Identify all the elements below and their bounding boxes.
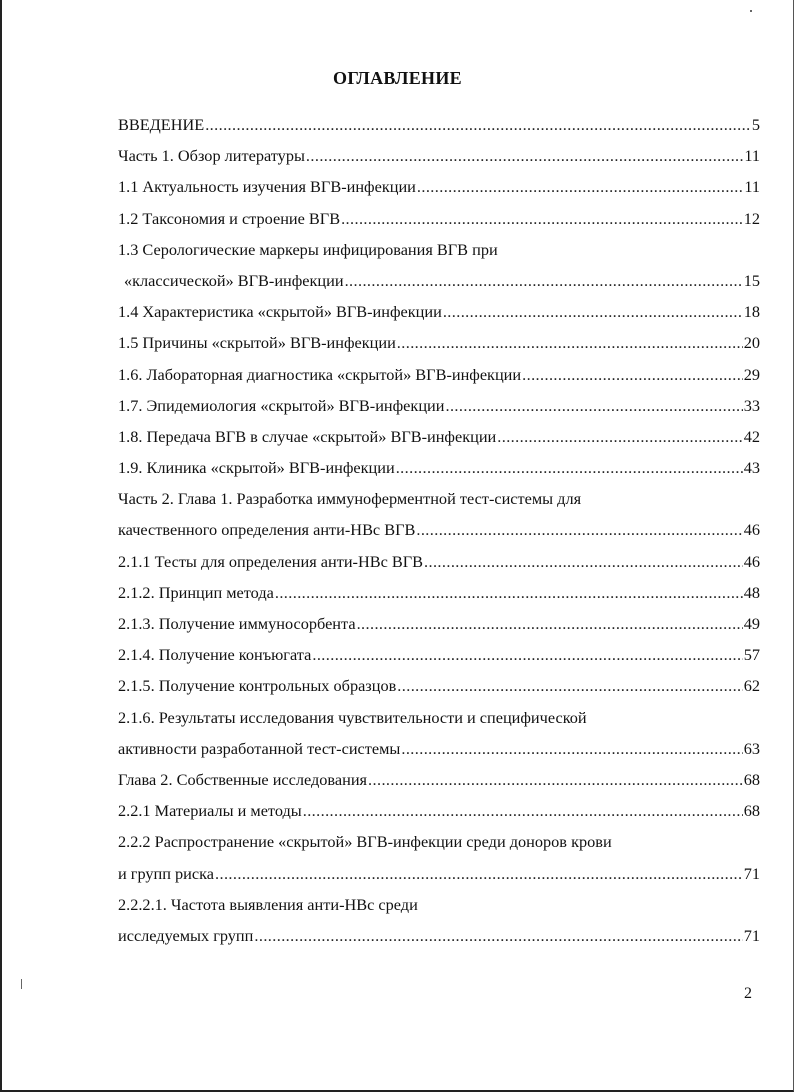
toc-entry-text: 1.3 Серологические маркеры инфицирования ВГВ при [118,239,498,259]
toc-entry [118,546,760,577]
toc-entry [118,733,760,764]
table-of-contents [118,109,760,951]
toc-entry [118,171,760,202]
dot-leader [416,514,742,545]
toc-entry-page: 43 [743,458,760,478]
toc-entry [118,109,760,140]
dot-leader [215,858,743,889]
toc-entry-page: 68 [743,769,760,789]
dot-leader [401,733,742,764]
toc-title: ОГЛАВЛЕНИЕ [333,68,462,88]
toc-entry-text: 1.7. Эпидемиология «скрытой» ВГВ-инфекции [118,395,445,415]
toc-entry-text: 1.8. Передача ВГВ в случае «скрытой» ВГВ-инфекции [118,426,497,446]
dot-leader [254,920,742,951]
toc-entry-text: 2.2.1 Материалы и методы [118,801,302,821]
toc-entry [118,514,760,545]
toc-entry [118,858,760,889]
toc-entry [118,452,760,483]
toc-entry-text: 2.1.4. Получение конъюгата [118,645,312,665]
toc-entry-page: 46 [743,551,760,571]
toc-entry-line [118,702,760,733]
toc-entry-text: 2.1.5. Получение контрольных образцов [118,676,397,696]
dot-leader [312,639,742,670]
toc-entry-page: 71 [743,863,760,883]
toc-entry-text: 1.2 Таксономия и строение ВГВ [118,208,341,228]
toc-entry-text: 1.6. Лабораторная диагностика «скрытой» ВГВ-инфекции [118,364,522,384]
toc-entry-text: 2.2.2 Распространение «скрытой» ВГВ-инфекции среди доноров крови [118,832,612,852]
toc-entry [118,577,760,608]
toc-entry-line [118,234,760,265]
dot-leader [303,795,743,826]
toc-entry-page: 29 [743,364,760,384]
toc-entry-page: 5 [751,115,760,134]
toc-entry-text: качественного определения анти-HBc ВГВ [118,520,416,540]
toc-entry-text: и групп риска [118,863,214,883]
toc-entry-page: 18 [743,302,760,322]
toc-entry [118,764,760,795]
toc-entry-page: 42 [743,426,760,446]
dot-leader [397,670,742,701]
toc-entry-text: ВВЕДЕНИЕ [118,115,205,134]
toc-entry-page: 12 [743,208,760,228]
toc-entry-text: 2.1.6. Результаты исследования чувствительности и специфической [118,707,587,727]
toc-entry-text: Часть 2. Глава 1. Разработка иммуноферментной тест-системы для [118,489,582,509]
toc-entry-page: 71 [743,925,760,945]
toc-entry-page: 48 [743,582,760,602]
toc-entry-text: 1.4 Характеристика «скрытой» ВГВ-инфекции [118,302,442,322]
toc-entry-text: 1.5 Причины «скрытой» ВГВ-инфекции [118,333,396,353]
toc-entry-line [118,483,760,514]
dot-leader [275,577,743,608]
dot-leader [522,359,743,390]
dot-leader [368,764,743,795]
dot-leader [397,327,743,358]
toc-entry [118,920,760,951]
dot-leader [396,452,743,483]
toc-entry-text: 2.1.1 Тесты для определения анти-HBc ВГВ [118,551,423,571]
toc-entry [118,390,760,421]
dot-leader [357,608,743,639]
dot-leader [205,109,751,140]
dot-leader [306,140,743,171]
toc-entry [118,296,760,327]
toc-entry-page: 62 [743,676,760,696]
toc-entry [118,670,760,701]
toc-entry-line [118,826,760,857]
toc-entry [118,795,760,826]
toc-entry-text: исследуемых групп [118,925,254,945]
dot-leader [417,171,743,202]
toc-entry-line [118,889,760,920]
toc-entry [118,203,760,234]
toc-entry-page: 57 [743,645,760,665]
toc-entry-text: 1.1 Актуальность изучения ВГВ-инфекции [118,177,416,197]
toc-entry-page: 33 [743,395,760,415]
toc-entry [118,359,760,390]
toc-entry [118,140,760,171]
toc-entry-text: 2.1.2. Принцип метода [118,582,274,602]
toc-entry-text: «классической» ВГВ-инфекции [124,270,344,290]
scan-mark [21,979,22,989]
dot-leader [424,546,743,577]
page-number: 2 [744,985,752,1002]
toc-entry [118,639,760,670]
toc-entry-page: 20 [743,333,760,353]
dot-leader [497,421,742,452]
toc-entry-page: 49 [743,614,760,633]
dot-leader [443,296,743,327]
toc-entry-text: 2.1.3. Получение иммуносорбента [118,614,356,633]
scan-speck [750,10,752,12]
toc-entry-text: активности разработанной тест-системы [118,738,401,758]
toc-entry [118,327,760,358]
dot-leader [445,390,742,421]
toc-entry [118,608,760,639]
toc-entry-page: 68 [743,801,760,821]
toc-entry-page: 11 [744,177,760,197]
dot-leader [341,203,743,234]
toc-entry-page: 15 [743,270,760,290]
toc-entry-page: 11 [744,146,760,166]
toc-entry-text: 2.2.2.1. Частота выявления анти-HBc среди [118,894,418,914]
dot-leader [345,265,743,296]
toc-entry [118,265,760,296]
toc-entry-page: 63 [743,738,760,758]
toc-entry-page: 46 [743,520,760,540]
toc-entry-text: Часть 1. Обзор литературы [118,146,305,166]
toc-entry-text: Глава 2. Собственные исследования [118,769,368,789]
toc-entry [118,421,760,452]
toc-entry-text: 1.9. Клиника «скрытой» ВГВ-инфекции [118,458,395,478]
